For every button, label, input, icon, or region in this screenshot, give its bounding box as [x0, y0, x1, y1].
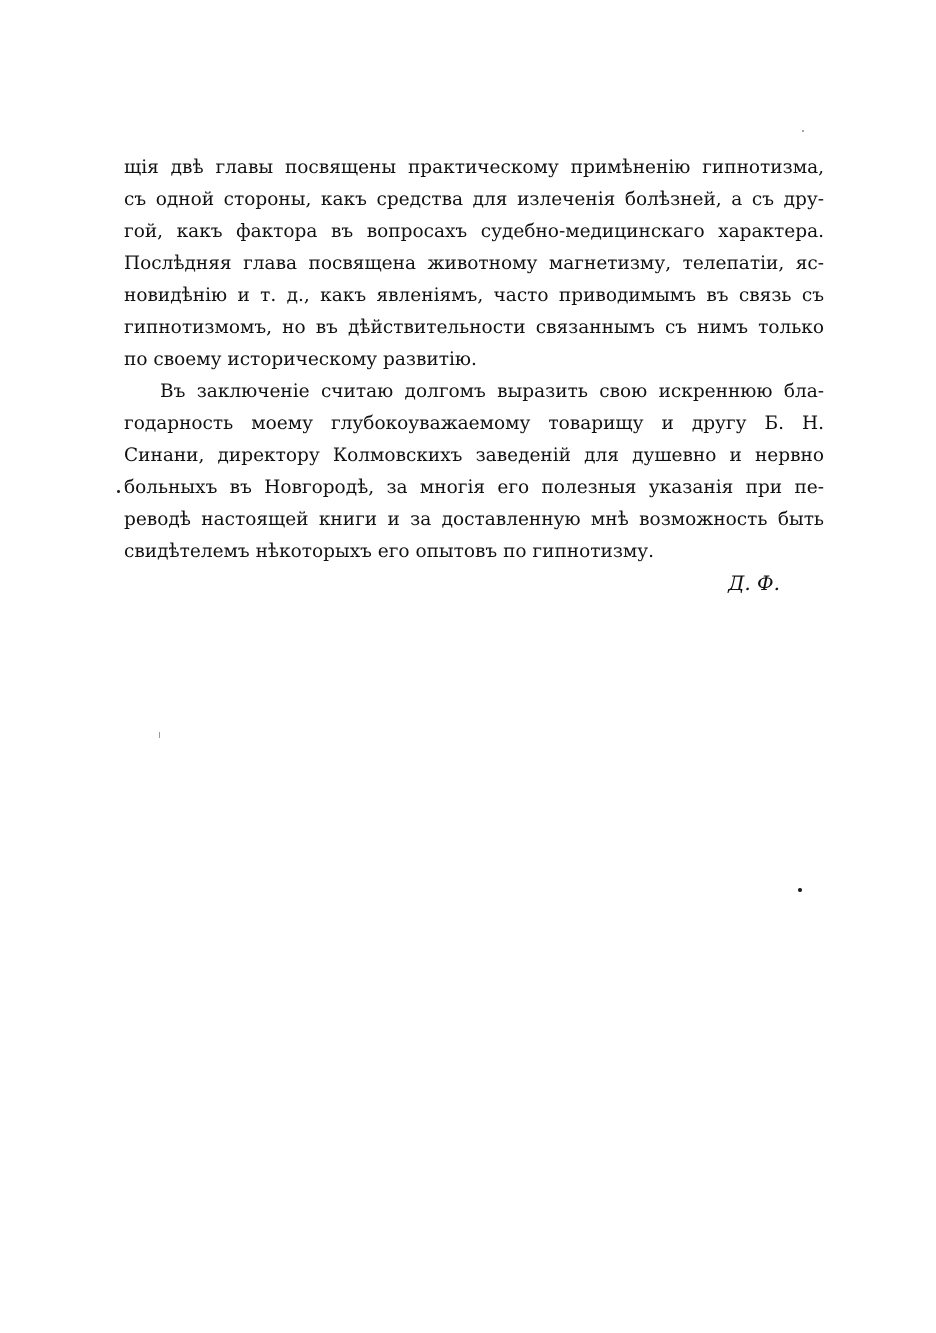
- scan-speck: [802, 130, 804, 132]
- text-line: гой, какъ фактора въ вопросахъ судебно-медицинскаго характера.: [124, 221, 824, 242]
- text-line: съ одной стороны, какъ средства для излеченія болѣзней, а съ дру-: [124, 189, 824, 210]
- text-line: свидѣтелемъ нѣкоторыхъ его опытовъ по гипнотизму.: [124, 541, 655, 562]
- signature-initials: Д. Ф.: [728, 571, 780, 595]
- text-line: по своему историческому развитію.: [124, 349, 477, 370]
- text-line: годарность моему глубокоуважаемому товарищу и другу Б. Н.: [124, 413, 824, 434]
- scan-speck: [159, 732, 160, 738]
- scan-speck: [798, 888, 802, 892]
- scan-speck: [117, 490, 120, 493]
- body-text: [124, 152, 824, 568]
- text-line: больныхъ въ Новгородѣ, за многія его полезныя указанія при пе-: [124, 477, 824, 498]
- text-line: Въ заключеніе считаю долгомъ выразить свою искреннюю бла-: [160, 381, 824, 402]
- text-line: гипнотизмомъ, но въ дѣйствительности связаннымъ съ нимъ только: [124, 317, 824, 338]
- text-line: Послѣдняя глава посвящена животному магнетизму, телепатіи, яс-: [124, 253, 824, 274]
- text-line: Синани, директору Колмовскихъ заведеній для душевно и нервно: [124, 445, 824, 466]
- text-line: новидѣнію и т. д., какъ явленіямъ, часто приводимымъ въ связь съ: [124, 285, 824, 306]
- text-line: реводѣ настоящей книги и за доставленную мнѣ возможность быть: [124, 509, 824, 530]
- text-line: щія двѣ главы посвящены практическому примѣненію гипнотизма,: [124, 157, 824, 178]
